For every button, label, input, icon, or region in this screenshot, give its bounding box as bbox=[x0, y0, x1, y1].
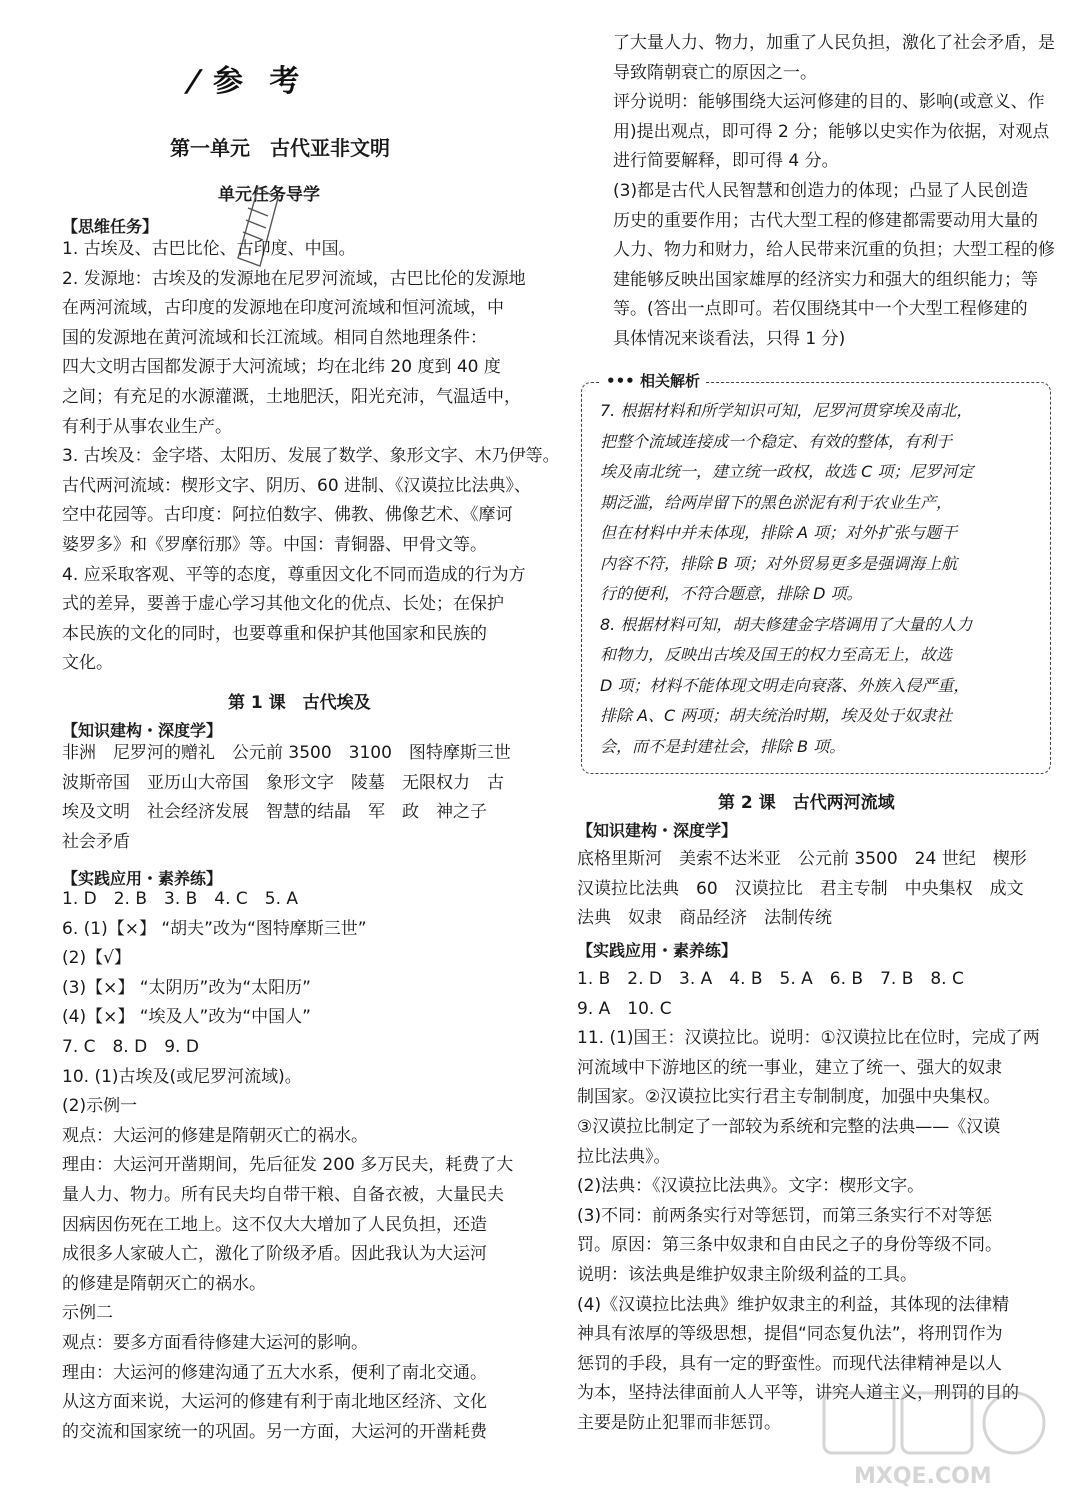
analysis-label-text: 相关解析 bbox=[640, 372, 701, 390]
unit-guide-title: 单元任务导学 bbox=[218, 185, 320, 205]
practice-line: (3)不同：前两条实行对等惩罚，而第三条实行不对等惩 bbox=[577, 1205, 993, 1226]
continued-line: 用)提出观点，即可得 2 分；能够以史实作为依据，对观点 bbox=[613, 121, 1050, 142]
analysis-line: 排除 A、C 两项；胡夫统治时期，埃及处于奴隶社 bbox=[600, 706, 953, 725]
practice-line: 拉比法典》。 bbox=[577, 1146, 671, 1167]
task-line: 本民族的文化的同时，也要尊重和保护其他国家和民族的 bbox=[62, 623, 487, 644]
knowledge-line: 社会矛盾 bbox=[62, 831, 130, 852]
practice-line: 说明：该法典是维护奴隶主阶级利益的工具。 bbox=[577, 1265, 917, 1285]
practice-line: 的修建是隋朝灭亡的祸水。 bbox=[62, 1273, 266, 1294]
continued-line: 建能够反映出国家雄厚的经济实力和强大的组织能力；等 bbox=[613, 269, 1038, 290]
continued-line: 导致隋朝衰亡的原因之一。 bbox=[613, 62, 817, 83]
task-line: 4. 应采取客观、平等的态度，尊重因文化不同而造成的行为方 bbox=[62, 564, 526, 585]
practice-line: 神具有浓厚的等级思想，提倡“同态复仇法”，将刑罚作为 bbox=[577, 1324, 1003, 1345]
task-line: 有利于从事农业生产。 bbox=[62, 416, 232, 437]
task-line: 之间；有充足的水源灌溉，土地肥沃，阳光充沛，气温适中， bbox=[62, 387, 521, 407]
watermark-logo-icon bbox=[814, 1383, 1054, 1493]
analysis-line: 行的便利，不符合题意，排除 D 项。 bbox=[600, 584, 863, 603]
lesson1-title: 第 1 课 古代埃及 bbox=[228, 693, 371, 713]
lesson2-practice-bracket: 【实践应用・素养练】 bbox=[577, 941, 738, 960]
analysis-label bbox=[600, 370, 706, 391]
practice-line: 1. D 2. B 3. B 4. C 5. A bbox=[62, 889, 299, 909]
lesson1-practice-bracket: 【实践应用・素养练】 bbox=[62, 869, 223, 888]
practice-line: 罚。原因：第三条中奴隶和自由民之子的身份等级不同。 bbox=[577, 1235, 1002, 1256]
practice-line: (4)《汉谟拉比法典》维护奴隶主的利益，其体现的法律精 bbox=[577, 1294, 1010, 1315]
analysis-line: 埃及南北统一，建立统一政权，故选 C 项；尼罗河定 bbox=[600, 462, 974, 481]
task-line: 2. 发源地：古埃及的发源地在尼罗河流域，古巴比伦的发源地 bbox=[62, 268, 526, 289]
practice-line: 为本，坚持法律面前人人平等，讲究人道主义，刑罚的目的 bbox=[577, 1383, 1019, 1404]
continued-line: 人力、物力和财力，给人民带来沉重的负担；大型工程的修 bbox=[613, 240, 1055, 261]
task-line: 四大文明古国都发源于大河流域；均在北纬 20 度到 40 度 bbox=[62, 357, 501, 378]
practice-line: (2)【√】 bbox=[62, 948, 131, 969]
continued-line: 评分说明：能够围绕大运河修建的目的、影响(或意义、作 bbox=[613, 92, 1045, 113]
practice-line: 从这方面来说，大运河的修建有利于南北地区经济、文化 bbox=[62, 1392, 487, 1413]
practice-line: 量人力、物力。所有民夫均自带干粮、自备衣被，大量民夫 bbox=[62, 1185, 504, 1205]
practice-line: 6. (1)【×】 “胡夫”改为“图特摩斯三世” bbox=[62, 918, 367, 939]
lesson1-knowledge-bracket: 【知识建构・深度学】 bbox=[62, 721, 223, 740]
continued-line: 了大量人力、物力，加重了人民负担，激化了社会矛盾，是 bbox=[613, 33, 1055, 53]
practice-line: 9. A 10. C bbox=[577, 998, 672, 1019]
knowledge-line: 波斯帝国 亚历山大帝国 象形文字 陵墓 无限权力 古 bbox=[62, 772, 504, 793]
analysis-line: 8. 根据材料可知，胡夫修建金字塔调用了大量的人力 bbox=[600, 614, 973, 634]
practice-line: 的交流和国家统一的巩固。另一方面，大运河的开凿耗费 bbox=[62, 1421, 487, 1442]
lesson2-title: 第 2 课 古代两河流域 bbox=[718, 793, 895, 813]
practice-line: (2)法典：《汉谟拉比法典》。文字：楔形文字。 bbox=[577, 1176, 925, 1197]
practice-line: 观点：大运河的修建是隋朝灭亡的祸水。 bbox=[62, 1125, 368, 1146]
knowledge-line: 非洲 尼罗河的赠礼 公元前 3500 3100 图特摩斯三世 bbox=[62, 743, 511, 763]
task-line: 1. 古埃及、古巴比伦、古印度、中国。 bbox=[62, 239, 356, 259]
practice-line: 10. (1)古埃及(或尼罗河流域)。 bbox=[62, 1066, 302, 1087]
task-line: 古代两河流域：楔形文字、阴历、60 进制、《汉谟拉比法典》、 bbox=[62, 475, 532, 496]
lesson2-knowledge-bracket: 【知识建构・深度学】 bbox=[577, 821, 738, 840]
reference-header bbox=[182, 56, 308, 100]
analysis-line: 7. 根据材料和所学知识可知，尼罗河贯穿埃及南北， bbox=[600, 401, 973, 420]
practice-line: 1. B 2. D 3. A 4. B 5. A 6. B 7. B 8. C bbox=[577, 969, 964, 989]
unit-title: 第一单元 古代亚非文明 bbox=[170, 136, 390, 160]
watermark-text: MXQE.COM bbox=[854, 1464, 992, 1489]
practice-line: 11. (1)国王：汉谟拉比。说明：①汉谟拉比在位时，完成了两 bbox=[577, 1028, 1040, 1049]
knowledge-line: 汉谟拉比法典 60 汉谟拉比 君主专制 中央集权 成文 bbox=[577, 878, 1024, 899]
analysis-line: 内容不符，排除 B 项；对外贸易更多是强调海上航 bbox=[600, 553, 958, 573]
knowledge-line: 法典 奴隶 商品经济 法制传统 bbox=[577, 908, 832, 929]
practice-line: 理由：大运河开凿期间，先后征发 200 多万民夫，耗费了大 bbox=[62, 1155, 514, 1176]
analysis-dots-icon: ••• bbox=[606, 372, 635, 390]
practice-line: 主要是防止犯罪而非惩罚。 bbox=[577, 1413, 781, 1433]
header-slash-icon: / bbox=[182, 64, 213, 99]
analysis-line: 但在材料中并未体现，排除 A 项；对外扩张与题干 bbox=[600, 523, 958, 542]
practice-line: 观点：要多方面看待修建大运河的影响。 bbox=[62, 1333, 368, 1353]
task-line: 式的差异，要善于虚心学习其他文化的优点、长处；在保护 bbox=[62, 594, 504, 615]
task-line: 婆罗多》和《罗摩衍那》等。中国：青铜器、甲骨文等。 bbox=[62, 535, 487, 555]
task-line: 国的发源地在黄河流域和长江流域。相同自然地理条件： bbox=[62, 327, 487, 348]
continued-line: 进行简要解释，即可得 4 分。 bbox=[613, 151, 839, 172]
continued-line: 等。(答出一点即可。若仅围绕其中一个大型工程修建的 bbox=[613, 299, 1028, 320]
task-line: 空中花园等。古印度：阿拉伯数字、佛教、佛像艺术、《摩诃 bbox=[62, 505, 513, 526]
practice-line: (3)【×】 “太阴历”改为“太阳历” bbox=[62, 977, 311, 998]
task-bracket: 【思维任务】 bbox=[62, 217, 159, 236]
practice-line: 河流域中下游地区的统一事业，建立了统一、强大的奴隶 bbox=[577, 1057, 1002, 1078]
practice-line: 因病因伤死在工地上。这不仅大大增加了人民负担，还造 bbox=[62, 1214, 487, 1235]
task-line: 文化。 bbox=[62, 653, 113, 674]
practice-line: 惩罚的手段，具有一定的野蛮性。而现代法律精神是以人 bbox=[577, 1353, 1002, 1374]
practice-line: 7. C 8. D 9. D bbox=[62, 1037, 199, 1057]
practice-line: 成很多人家破人亡，激化了阶级矛盾。因此我认为大运河 bbox=[62, 1244, 487, 1265]
task-line: 在两河流域，古印度的发源地在印度河流域和恒河流域，中 bbox=[62, 298, 504, 319]
practice-line: (4)【×】 “埃及人”改为“中国人” bbox=[62, 1007, 311, 1028]
continued-line: (3)都是古代人民智慧和创造力的体现；凸显了人民创造 bbox=[613, 181, 1029, 201]
practice-line: 理由：大运河的修建沟通了五大水系，便利了南北交通。 bbox=[62, 1362, 487, 1383]
analysis-line: 把整个流域连接成一个稳定、有效的整体，有利于 bbox=[600, 431, 953, 451]
practice-line: 制国家。②汉谟拉比实行君主专制制度，加强中央集权。 bbox=[577, 1087, 1001, 1108]
task-line: 3. 古埃及：金字塔、太阳历、发展了数学、象形文字、木乃伊等。 bbox=[62, 446, 560, 467]
knowledge-line: 底格里斯河 美索不达米亚 公元前 3500 24 世纪 楔形 bbox=[577, 849, 1027, 869]
header-title: 参 考 bbox=[212, 64, 308, 99]
practice-line: (2)示例一 bbox=[62, 1096, 138, 1117]
analysis-line: D 项；材料不能体现文明走向衰落、外族入侵严重， bbox=[600, 675, 970, 695]
practice-line: 示例二 bbox=[62, 1303, 113, 1324]
analysis-line: 和物力，反映出古埃及国王的权力至高无上，故选 bbox=[600, 645, 953, 664]
continued-line: 具体情况来谈看法，只得 1 分) bbox=[613, 329, 846, 349]
analysis-line: 期泛滥，给两岸留下的黑色淤泥有利于农业生产， bbox=[600, 492, 953, 512]
continued-line: 历史的重要作用；古代大型工程的修建都需要动用大量的 bbox=[613, 210, 1038, 231]
practice-line: ③汉谟拉比制定了一部较为系统和完整的法典——《汉谟 bbox=[577, 1117, 1001, 1137]
analysis-line: 会，而不是封建社会，排除 B 项。 bbox=[600, 736, 846, 756]
knowledge-line: 埃及文明 社会经济发展 智慧的结晶 军 政 神之子 bbox=[62, 802, 487, 823]
